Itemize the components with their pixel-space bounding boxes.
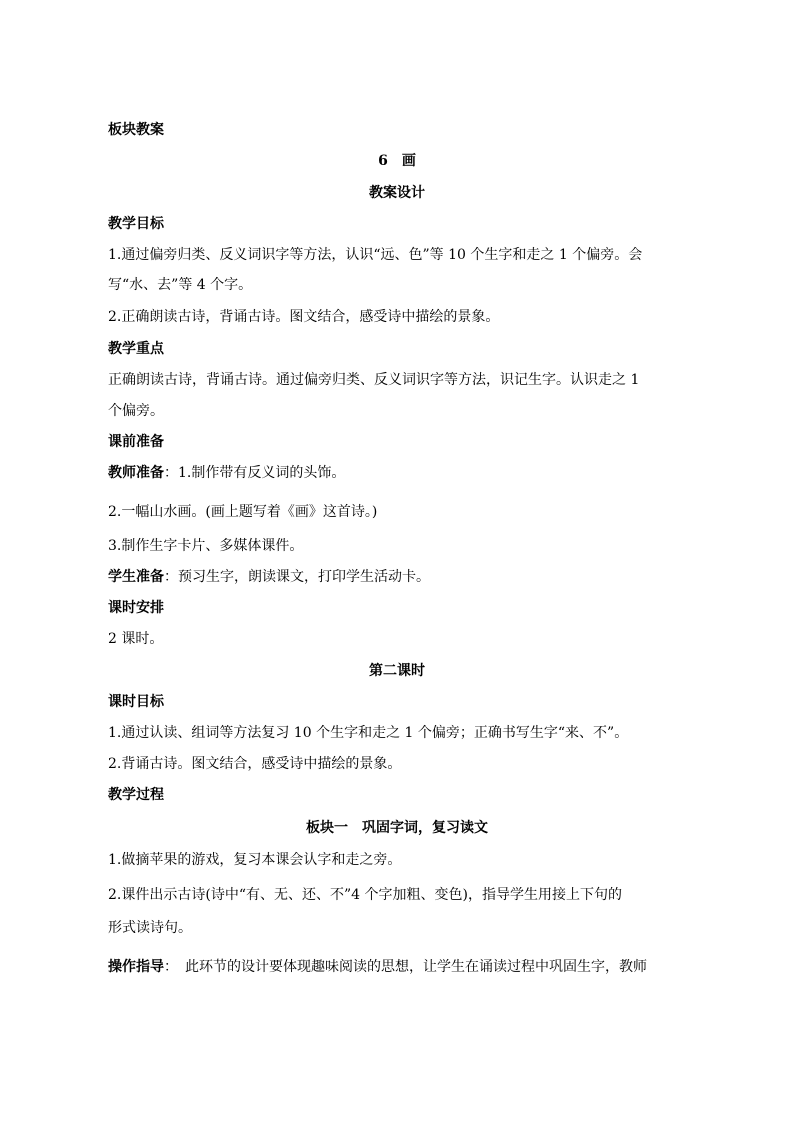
- goals-heading: 教学目标: [108, 216, 164, 232]
- doc-header: 板块教案: [108, 122, 164, 138]
- step-2-line-2: 形式读诗句。: [108, 920, 192, 936]
- lesson-goal-1: 1.通过认读、组词等方法复习 10 个生字和走之 1 个偏旁；正确书写生字“来、不”。: [108, 725, 629, 741]
- second-lesson-title: 第二课时: [369, 663, 425, 679]
- teacher-prep-item-1: ：1.制作带有反义词的头饰。: [164, 465, 346, 481]
- process-heading: 教学过程: [108, 787, 164, 803]
- focus-line-2: 个偏旁。: [108, 403, 164, 419]
- guide-line: [108, 957, 720, 977]
- prep-heading: 课前准备: [108, 434, 164, 450]
- schedule-text: 2 课时。: [108, 631, 164, 647]
- lesson-goal-2: 2.背诵古诗。图文结合，感受诗中描绘的景象。: [108, 756, 402, 772]
- prep-item-2: 2.一幅山水画。(画上题写着《画》这首诗。): [108, 504, 378, 520]
- student-prep-label: 学生准备: [108, 569, 164, 585]
- lesson-title: 6 画: [378, 153, 416, 169]
- prep-item-3: 3.制作生字卡片、多媒体课件。: [108, 538, 304, 554]
- teacher-prep-line: [108, 463, 720, 483]
- step-1: 1.做摘苹果的游戏，复习本课会认字和走之旁。: [108, 852, 402, 868]
- student-prep-text: ：预习生字，朗读课文，打印学生活动卡。: [164, 569, 430, 585]
- lesson-goals-heading: 课时目标: [108, 694, 164, 710]
- guide-text: ： 此环节的设计要体现趣味阅读的思想，让学生在诵读过程中巩固生字，教师: [164, 959, 647, 975]
- module-1-title: 板块一 巩固字词，复习读文: [306, 820, 488, 836]
- schedule-heading: 课时安排: [108, 600, 164, 616]
- focus-heading: 教学重点: [108, 341, 164, 357]
- teacher-prep-label: 教师准备: [108, 465, 164, 481]
- guide-label: 操作指导: [108, 959, 164, 975]
- goal-1-line-1: 1.通过偏旁归类、反义词识字等方法，认识“远、色”等 10 个生字和走之 1 个偏旁。会: [108, 247, 643, 263]
- goal-2: 2.正确朗读古诗，背诵古诗。图文结合，感受诗中描绘的景象。: [108, 309, 500, 325]
- student-prep-line: [108, 567, 720, 587]
- step-2-line-1: 2.课件出示古诗(诗中“有、无、还、不”4 个字加粗、变色)，指导学生用接上下句的: [108, 887, 622, 903]
- design-title: 教案设计: [369, 185, 425, 201]
- focus-line-1: 正确朗读古诗，背诵古诗。通过偏旁归类、反义词识字等方法，识记生字。认识走之 1: [108, 372, 640, 388]
- goal-1-line-2: 写“水、去”等 4 个字。: [108, 277, 253, 293]
